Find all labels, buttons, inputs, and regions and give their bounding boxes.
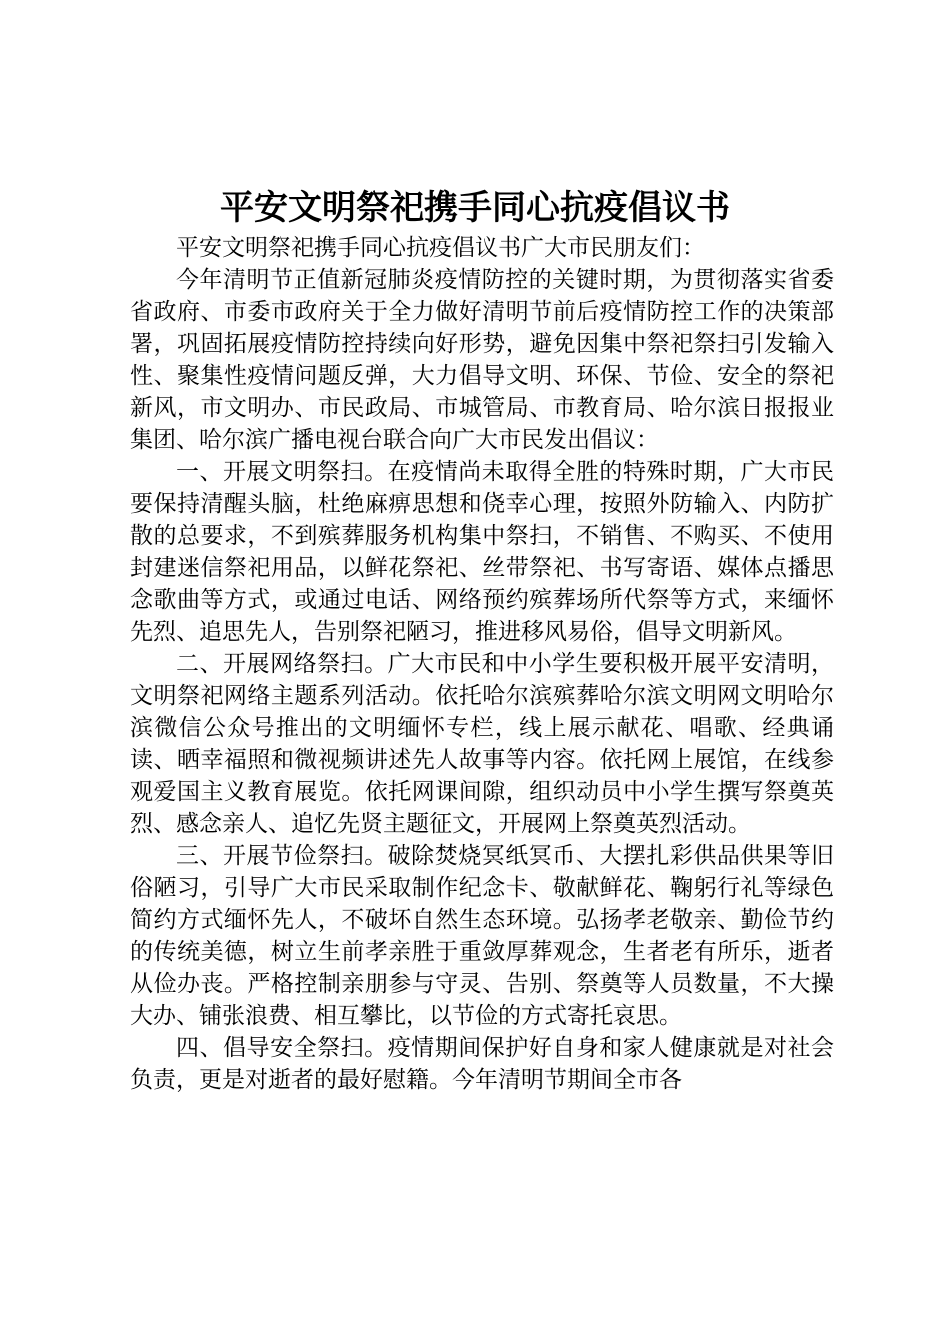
document-title: 平安文明祭祀携手同心抗疫倡议书 — [220, 188, 730, 228]
section-three-paragraph: 三、开展节俭祭扫。破除焚烧冥纸冥币、大摆扎彩供品供果等旧俗陋习，引导广大市民采取制作纪念卡、敬献鲜花、鞠躬行礼等绿色简约方式缅怀先人，不破坏自然生态环境。弘扬孝老敬亲、勤俭节约的传统美德，树立生前孝亲胜于重敛厚葬观念，生者老有所乐，逝者从俭办丧。严格控制亲朋参与守灵、告别、祭奠等人员数量，不大操大办、铺张浪费、相互攀比，以节俭的方式寄托哀思。 — [130, 843, 834, 1029]
document-body — [130, 232, 834, 1096]
section-two-paragraph: 二、开展网络祭扫。广大市民和中小学生要积极开展平安清明，文明祭祀网络主题系列活动。依托哈尔滨殡葬哈尔滨文明网文明哈尔滨微信公众号推出的文明缅怀专栏，线上展示献花、唱歌、经典诵读、晒幸福照和微视频讲述先人故事等内容。依托网上展馆，在线参观爱国主义教育展览。依托网课间隙，组织动员中小学生撰写祭奠英烈、感念亲人、追忆先贤主题征文，开展网上祭奠英烈活动。 — [130, 651, 834, 837]
section-one-paragraph: 一、开展文明祭扫。在疫情尚未取得全胜的特殊时期，广大市民要保持清醒头脑，杜绝麻痹思想和侥幸心理，按照外防输入、内防扩散的总要求，不到殡葬服务机构集中祭扫，不销售、不购买、不使用封建迷信祭祀用品，以鲜花祭祀、丝带祭祀、书写寄语、媒体点播思念歌曲等方式，或通过电话、网络预约殡葬场所代祭等方式，来缅怀先烈、追思先人，告别祭祀陋习，推进移风易俗，倡导文明新风。 — [130, 459, 834, 645]
salutation-paragraph: 平安文明祭祀携手同心抗疫倡议书广大市民朋友们： — [176, 235, 705, 261]
section-four-paragraph: 四、倡导安全祭扫。疫情期间保护好自身和家人健康就是对社会负责，更是对逝者的最好慰籍。今年清明节期间全市各 — [130, 1035, 834, 1093]
intro-paragraph: 今年清明节正值新冠肺炎疫情防控的关键时期，为贯彻落实省委省政府、市委市政府关于全力做好清明节前后疫情防控工作的决策部署，巩固拓展疫情防控持续向好形势，避免因集中祭祀祭扫引发输入性、聚集性疫情问题反弹，大力倡导文明、环保、节俭、安全的祭祀新风，市文明办、市民政局、市城管局、市教育局、哈尔滨日报报业集团、哈尔滨广播电视台联合向广大市民发出倡议： — [130, 267, 834, 453]
